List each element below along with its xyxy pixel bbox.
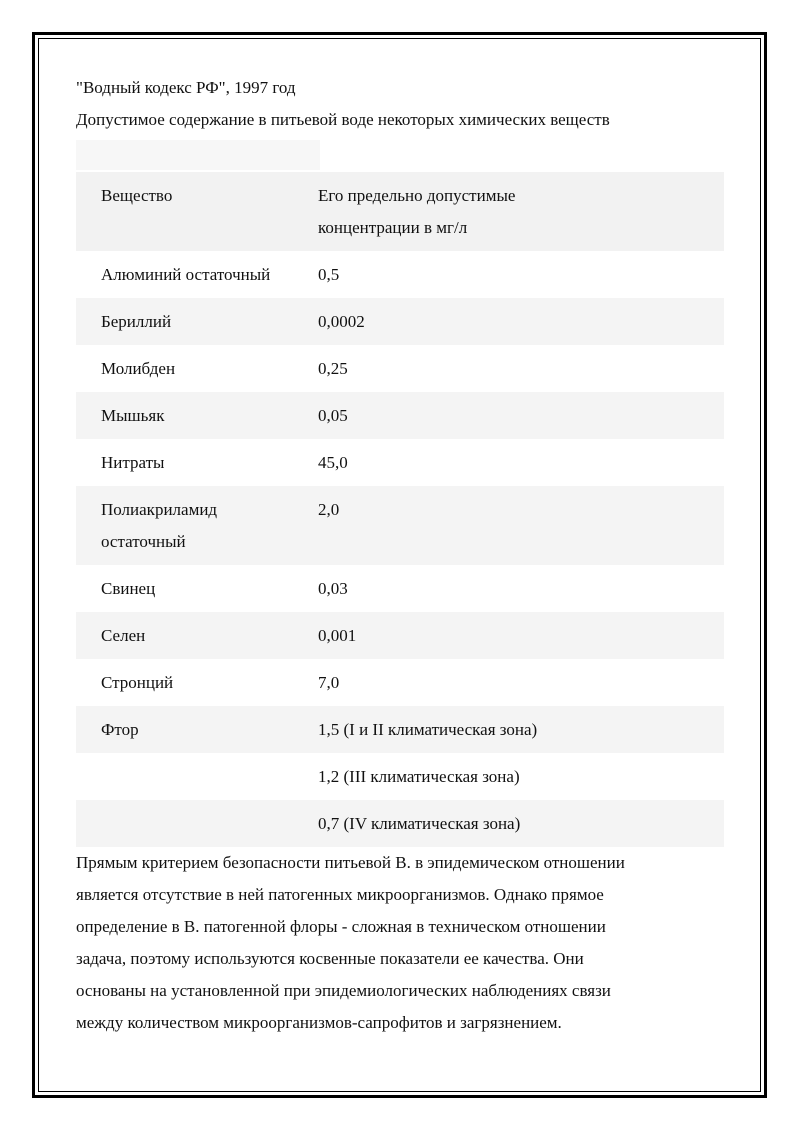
paragraph-line: является отсутствие в ней патогенных микроорганизмов. Однако прямое <box>76 885 604 904</box>
value-cell: 0,03 <box>318 565 724 612</box>
substance-cell: Бериллий <box>76 298 318 345</box>
table-row <box>76 612 724 659</box>
value-cell: 2,0 <box>318 486 724 565</box>
paragraph-line: между количеством микроорганизмов-сапрофитов и загрязнением. <box>76 1013 562 1032</box>
substance-cell: Нитраты <box>76 439 318 486</box>
header-limit <box>318 172 724 251</box>
table-row <box>76 565 724 612</box>
substance-cell: Свинец <box>76 565 318 612</box>
document-title: Допустимое содержание в питьевой воде некоторых химических веществ <box>76 110 610 129</box>
table-row <box>76 345 724 392</box>
table-row <box>76 298 724 345</box>
table-row <box>76 706 724 753</box>
document-source: "Водный кодекс РФ", 1997 год <box>76 78 296 97</box>
substance-line1: Полиакриламид <box>101 500 218 519</box>
substance-cell: Фтор <box>76 706 318 753</box>
value-cell: 45,0 <box>318 439 724 486</box>
paragraph-line: задача, поэтому используются косвенные показатели ее качества. Они <box>76 949 584 968</box>
table-caption-placeholder <box>76 140 320 170</box>
value-cell: 0,7 (IV климатическая зона) <box>318 800 724 847</box>
body-paragraph <box>76 847 726 1039</box>
value-cell: 0,0002 <box>318 298 724 345</box>
value-cell: 1,5 (I и II климатическая зона) <box>318 706 724 753</box>
table-row <box>76 439 724 486</box>
substance-cell: Мышьяк <box>76 392 318 439</box>
substance-line2: остаточный <box>101 532 186 551</box>
table-row <box>76 753 724 800</box>
table-row <box>76 659 724 706</box>
paragraph-line: основаны на установленной при эпидемиологических наблюдениях связи <box>76 981 611 1000</box>
value-cell: 0,5 <box>318 251 724 298</box>
substance-cell <box>76 753 318 800</box>
value-cell: 0,05 <box>318 392 724 439</box>
table-row <box>76 251 724 298</box>
value-cell: 0,001 <box>318 612 724 659</box>
header-limit-line2: концентрации в мг/л <box>318 218 468 237</box>
chemical-limits-table <box>76 172 724 847</box>
table-row <box>76 486 724 565</box>
table-row <box>76 392 724 439</box>
value-cell: 0,25 <box>318 345 724 392</box>
substance-cell: Алюминий остаточный <box>76 251 318 298</box>
paragraph-line: определение в В. патогенной флоры - сложная в техническом отношении <box>76 917 606 936</box>
header-limit-line1: Его предельно допустимые <box>318 186 516 205</box>
table-row <box>76 800 724 847</box>
paragraph-line: Прямым критерием безопасности питьевой В. в эпидемическом отношении <box>76 853 625 872</box>
value-cell: 7,0 <box>318 659 724 706</box>
substance-cell <box>76 486 318 565</box>
substance-cell: Стронций <box>76 659 318 706</box>
header-substance: Вещество <box>76 172 318 251</box>
substance-cell: Селен <box>76 612 318 659</box>
substance-cell: Молибден <box>76 345 318 392</box>
document-body <box>76 72 726 1039</box>
substance-cell <box>76 800 318 847</box>
table-header-row <box>76 172 724 251</box>
value-cell: 1,2 (III климатическая зона) <box>318 753 724 800</box>
